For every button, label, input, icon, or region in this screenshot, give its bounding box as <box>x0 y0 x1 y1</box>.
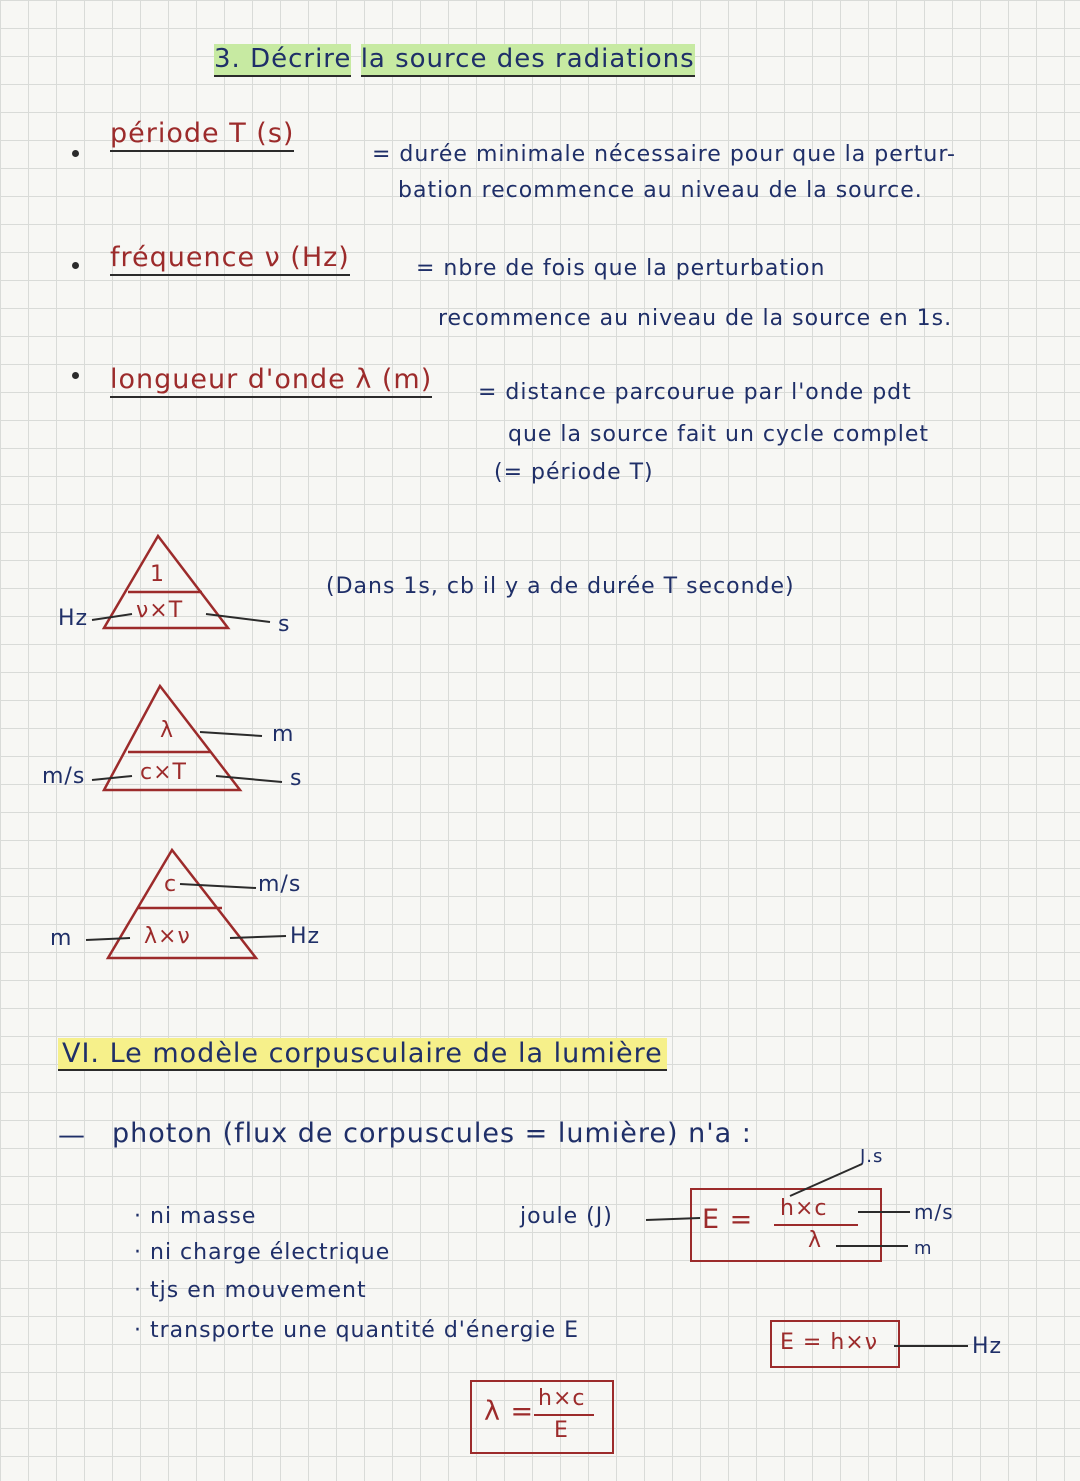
periode-def-line1: = durée minimale nécessaire pour que la pertur- <box>372 142 956 167</box>
triangle-1-right-unit-bottom: s <box>278 612 291 637</box>
longueur-def-line3: (= période T) <box>494 460 654 485</box>
longueur-term: longueur d'onde λ (m) <box>110 364 432 395</box>
photon-intro: photon (flux de corpuscules = lumière) n'a : <box>112 1118 752 1149</box>
triangle-3-top: c <box>164 872 178 897</box>
triangle-2-right-unit-bottom: s <box>290 766 303 791</box>
formula-1-unit-left: joule (J) <box>520 1204 613 1229</box>
formula-1-unit-lambda: m <box>914 1238 933 1259</box>
section-3-title-rest: la source des radiations <box>361 44 695 77</box>
triangle-3-bottom: λ×ν <box>144 924 191 949</box>
longueur-def-line2: que la source fait un cycle complet <box>508 422 929 447</box>
triangle-2-left-unit: m/s <box>42 764 86 789</box>
formula-3-lhs: λ = <box>484 1396 535 1427</box>
photon-item-3: · tjs en mouvement <box>134 1278 367 1303</box>
frequence-def-line1: = nbre de fois que la perturbation <box>416 256 826 281</box>
photon-item-4: · transporte une quantité d'énergie E <box>134 1318 580 1343</box>
triangle-3-right-unit-bottom: Hz <box>290 924 321 949</box>
photon-item-2: · ni charge électrique <box>134 1240 391 1265</box>
formula-1-denominator: λ <box>808 1228 823 1253</box>
formula-1-lhs: E = <box>702 1204 754 1235</box>
formula-2-unit: Hz <box>972 1334 1003 1359</box>
formula-3-denominator: E <box>554 1418 569 1443</box>
triangle-2-bottom: c×T <box>140 760 187 785</box>
frequence-term: fréquence ν (Hz) <box>110 242 350 273</box>
triangle-2-top: λ <box>160 718 175 743</box>
formula-2: E = h×ν <box>780 1330 878 1355</box>
formula-3-fraction-bar <box>534 1414 594 1416</box>
triangle-2-right-unit-top: m <box>272 722 295 747</box>
section-6-title: VI. Le modèle corpusculaire de la lumière <box>58 1038 667 1069</box>
formula-1-unit-c: m/s <box>914 1200 954 1224</box>
triangle-1-bottom: ν×T <box>136 598 184 623</box>
section-3-title-number: 3. Décrire <box>214 44 351 77</box>
dans-1s-note: (Dans 1s, cb il y a de durée T seconde) <box>326 574 795 599</box>
periode-term: période T (s) <box>110 118 294 149</box>
triangle-3-left-unit: m <box>50 926 73 951</box>
triangle-1-left-unit: Hz <box>58 606 89 631</box>
triangle-1-top: 1 <box>150 562 165 587</box>
longueur-def-line1: = distance parcourue par l'onde pdt <box>478 380 912 405</box>
formula-3-numerator: h×c <box>538 1386 586 1411</box>
triangle-3-right-unit-top: m/s <box>258 872 302 897</box>
periode-def-line2: bation recommence au niveau de la source. <box>398 178 923 203</box>
formula-1-unit-h: J.s <box>860 1146 884 1167</box>
frequence-def-line2: recommence au niveau de la source en 1s. <box>438 306 953 331</box>
photon-item-1: · ni masse <box>134 1204 257 1229</box>
formula-1-numerator: h×c <box>780 1196 828 1221</box>
photon-dash: — <box>58 1120 86 1151</box>
